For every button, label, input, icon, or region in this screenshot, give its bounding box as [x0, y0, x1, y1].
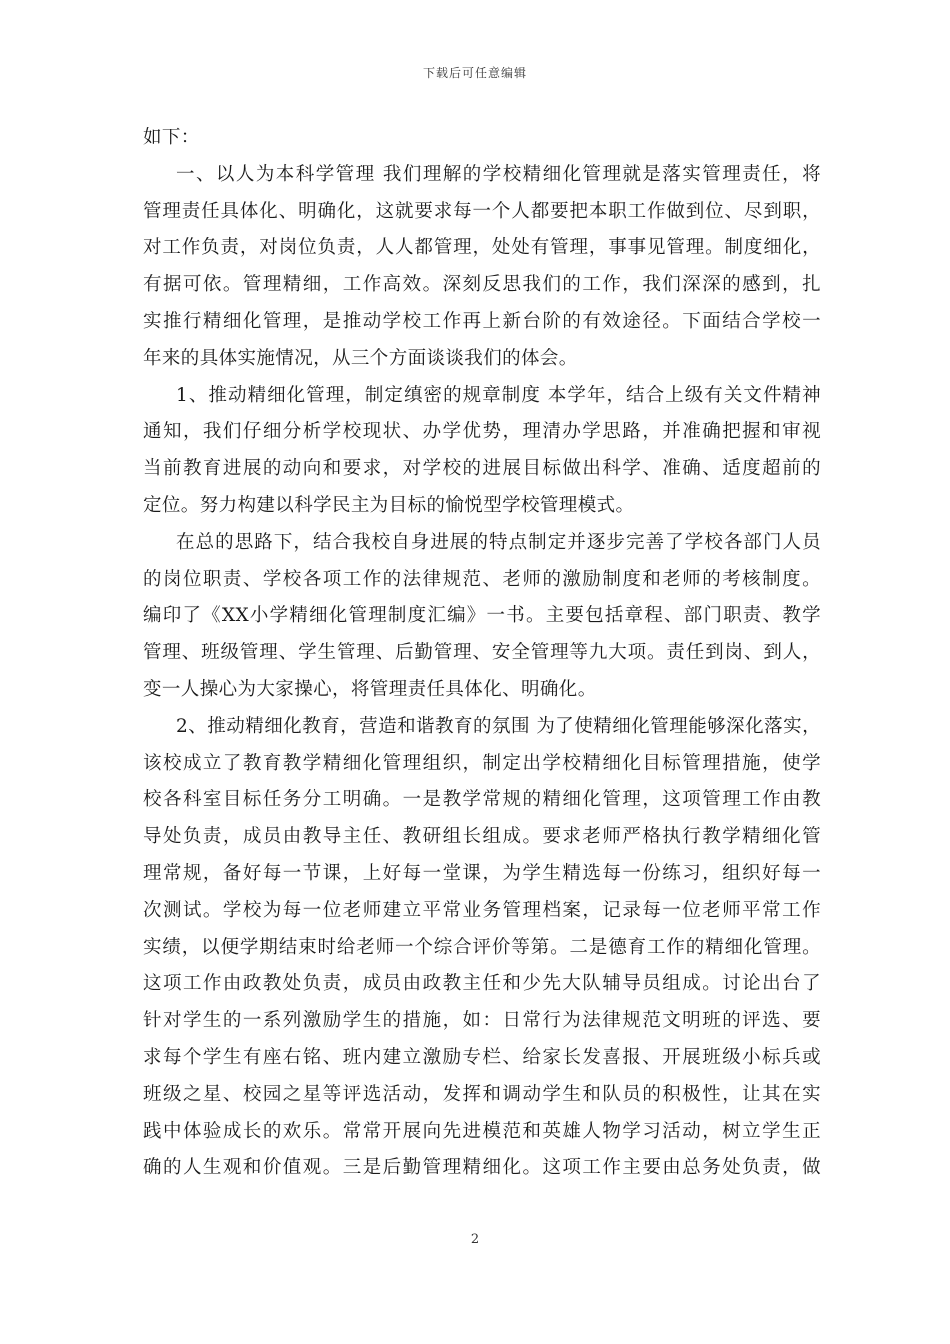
text-line: 求每个学生有座右铭、班内建立激励专栏、给家长发喜报、开展班级小标兵或 — [143, 1046, 821, 1068]
text-line: 这项工作由政教处负责，成员由政教主任和少先大队辅导员组成。讨论出台了 — [143, 973, 821, 995]
text-line: 对工作负责，对岗位负责，人人都管理，处处有管理，事事见管理。制度细化， — [143, 237, 821, 259]
text-line: 理常规，备好每一节课，上好每一堂课，为学生精选每一份练习，组织好每一 — [143, 862, 821, 884]
text-line: 管理、班级管理、学生管理、后勤管理、安全管理等九大项。责任到岗、到人， — [143, 642, 821, 664]
text-line: 通知，我们仔细分析学校现状、办学优势，理清办学思路，并准确把握和审视 — [143, 421, 821, 443]
text-line: 的岗位职责、学校各项工作的法律规范、老师的激励制度和老师的考核制度。 — [143, 568, 821, 590]
text-line: 1、推动精细化管理，制定缜密的规章制度 本学年，结合上级有关文件精神 — [176, 384, 821, 406]
text-line: 针对学生的一系列激励学生的措施，如：日常行为法律规范文明班的评选、要 — [143, 1010, 821, 1032]
text-line: 实绩，以便学期结束时给老师一个综合评价等第。二是德育工作的精细化管理。 — [143, 936, 821, 958]
page-number: 2 — [470, 1232, 480, 1247]
page-header: 下载后可任意编辑 — [422, 66, 527, 80]
text-line: 确的人生观和价值观。三是后勤管理精细化。这项工作主要由总务处负责，做 — [143, 1157, 821, 1179]
text-line: 该校成立了教育教学精细化管理组织，制定出学校精细化目标管理措施，使学 — [143, 752, 821, 774]
text-line: 导处负责，成员由教导主任、教研组长组成。要求老师严格执行教学精细化管 — [143, 826, 821, 848]
text-line: 校各科室目标任务分工明确。一是教学常规的精细化管理，这项管理工作由教 — [143, 789, 821, 811]
text-line: 年来的具体实施情况，从三个方面谈谈我们的体会。 — [143, 347, 578, 369]
text-line: 在总的思路下，结合我校自身进展的特点制定并逐步完善了学校各部门人员 — [176, 531, 821, 553]
text-line: 有据可依。管理精细，工作高效。深刻反思我们的工作，我们深深的感到，扎 — [143, 274, 821, 296]
text-line: 变一人操心为大家操心，将管理责任具体化、明确化。 — [143, 678, 597, 700]
text-line: 实推行精细化管理，是推动学校工作再上新台阶的有效途径。下面结合学校一 — [143, 310, 821, 332]
text-line: 定位。努力构建以科学民主为目标的愉悦型学校管理模式。 — [143, 494, 635, 516]
text-line: 管理责任具体化、明确化，这就要求每一个人都要把本职工作做到位、尽到职， — [143, 200, 821, 222]
text-line: 2、推动精细化教育，营造和谐教育的氛围 为了使精细化管理能够深化落实， — [176, 715, 821, 737]
text-line: 践中体验成长的欢乐。常常开展向先进模范和英雄人物学习活动，树立学生正 — [143, 1120, 821, 1142]
text-line: 当前教育进展的动向和要求，对学校的进展目标做出科学、准确、适度超前的 — [143, 458, 821, 480]
text-line: 如下： — [143, 127, 200, 148]
text-line: 班级之星、校园之星等评选活动，发挥和调动学生和队员的积极性，让其在实 — [143, 1083, 821, 1105]
text-line: 编印了《XX小学精细化管理制度汇编》一书。主要包括章程、部门职责、教学 — [143, 605, 821, 627]
text-line: 一、以人为本科学管理 我们理解的学校精细化管理就是落实管理责任，将 — [176, 163, 821, 185]
body-text — [143, 120, 821, 1187]
text-line: 次测试。学校为每一位老师建立平常业务管理档案，记录每一位老师平常工作 — [143, 899, 821, 921]
